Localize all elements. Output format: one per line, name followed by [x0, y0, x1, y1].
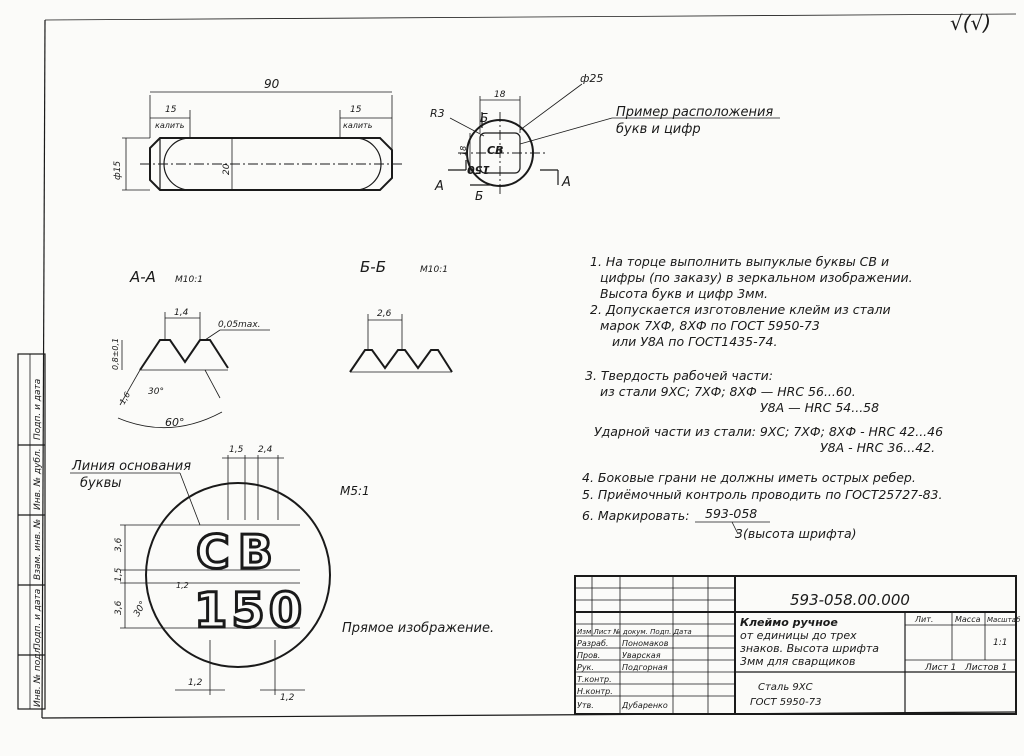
name-1: Пономаков — [622, 639, 669, 648]
note-2-line-1: 2. Допускается изготовление клейм из стали — [590, 302, 891, 317]
label-right-harden: калить — [343, 121, 373, 130]
material-2: ГОСТ 5950-73 — [750, 697, 822, 708]
dim-aa-top: 1,4 — [174, 308, 189, 318]
name-2: Уварская — [622, 651, 661, 660]
role-6: Утв. — [577, 701, 594, 710]
sheet-count: Листов 1 — [965, 663, 1008, 673]
label-left-harden: калить — [155, 121, 185, 130]
col-lit: Лит. — [915, 615, 934, 624]
note-5: 5. Приёмочный контроль проводить по ГОСТ25727-83. — [582, 487, 943, 502]
straight-image-label: Прямое изображение. — [342, 621, 495, 636]
dim-diameter-15: ф15 — [113, 160, 123, 180]
note-3-line-4: Ударной части из стали: 9ХС; 7ХФ; 8ХФ - HRC 42...46 — [594, 424, 944, 439]
note-6-prefix: 6. Маркировать: — [582, 508, 690, 523]
side-stamp-3: Взам. инв. № — [33, 518, 43, 580]
note-6-code: 593-058 — [705, 506, 758, 521]
side-stamp-4: Подп. и дата — [33, 588, 43, 650]
dim-aa-angle-small: 30° — [148, 387, 164, 397]
title-block — [575, 576, 1021, 714]
role-1: Разраб. — [577, 639, 609, 648]
note-1-line-2: цифры (по заказу) в зеркальном изображении. — [600, 270, 913, 285]
dim-detail-left-2: 1,5 — [114, 567, 124, 582]
designation: 593-058.00.000 — [790, 591, 910, 609]
dim-outer-diameter: ф25 — [580, 72, 604, 85]
dim-left-15: 15 — [165, 105, 177, 115]
dim-aa-height: 0,8±0,1 — [111, 337, 120, 370]
dim-radius: R3 — [430, 107, 445, 120]
detail-letters: СВ — [196, 525, 281, 579]
col-mass: Масса — [955, 615, 981, 624]
dim-detail-top-2: 2,4 — [258, 445, 273, 455]
section-mark-a-right: А — [562, 175, 571, 190]
dim-overall-length: 90 — [264, 77, 280, 91]
section-mark-b-bottom: Б — [475, 189, 484, 203]
baseline-label-2: буквы — [80, 476, 122, 491]
note-2-line-2: марок 7ХФ, 8ХФ по ГОСТ 5950-73 — [600, 318, 820, 333]
dim-aa-angle-large: 60° — [165, 416, 185, 429]
note-1-line-1: 1. На торце выполнить выпуклые буквы СВ и — [590, 254, 890, 269]
name-6: Дубаренко — [622, 701, 668, 710]
name-line-2: от единицы до трех — [740, 629, 857, 642]
detail-scale: М5:1 — [340, 484, 370, 498]
role-5: Н.контр. — [577, 687, 613, 696]
roughness-symbol: √(√) — [950, 11, 992, 35]
section-aa-scale: М10:1 — [175, 275, 203, 285]
section-bb-title: Б-Б — [360, 258, 386, 276]
dim-width-20: 20 — [222, 163, 232, 175]
note-4: 4. Боковые грани не должны иметь острых ребер. — [582, 470, 916, 485]
dim-detail-chamfer: 1,2 — [176, 581, 189, 590]
note-6-sub: 3(высота шрифта) — [735, 526, 857, 541]
note-3-line-3: У8А — HRC 54...58 — [760, 400, 880, 415]
side-stamp-5: Инв. № подл. — [33, 644, 43, 707]
sheet-no: Лист 1 — [925, 663, 957, 673]
note-3-line-2: из стали 9ХС; 7ХФ; 8ХФ — HRC 56...60. — [600, 384, 856, 399]
section-bb — [350, 258, 452, 372]
note-3-line-5: У8А - HRC 36...42. — [820, 440, 936, 455]
name-3: Подгорная — [622, 663, 668, 672]
detail-digits: 150 — [194, 583, 307, 639]
side-stamp-1: Подп. и дата — [33, 378, 43, 440]
role-4: Т.контр. — [577, 675, 612, 684]
name-line-1: Клеймо ручное — [740, 616, 838, 629]
section-mark-a-left: А — [435, 179, 444, 194]
header-row: Изм Лист № докум. Подп. Дата — [577, 628, 692, 636]
end-letters: СВ — [487, 144, 504, 157]
note-3-line-1: 3. Твердость рабочей части: — [585, 368, 773, 383]
note-2-line-3: или У8А по ГОСТ1435-74. — [612, 334, 778, 349]
dim-right-15: 15 — [350, 105, 362, 115]
dim-end-width: 18 — [494, 90, 506, 100]
punch-end-view — [430, 72, 780, 203]
name-line-3: знаков. Высота шрифта — [740, 642, 880, 655]
dim-end-height: 18 — [459, 145, 468, 156]
end-digits: 150 — [467, 163, 490, 176]
dim-detail-angle: 30° — [132, 599, 149, 619]
punch-side-view — [113, 77, 405, 190]
section-aa — [111, 268, 270, 429]
note-1-line-3: Высота букв и цифр 3мм. — [600, 286, 768, 301]
material-1: Сталь 9ХС — [758, 682, 813, 693]
section-mark-b-top: Б — [480, 111, 489, 125]
role-2: Пров. — [577, 651, 601, 660]
role-3: Рук. — [577, 663, 594, 672]
technical-notes — [582, 254, 943, 541]
name-line-4: 3мм для сварщиков — [740, 655, 856, 668]
dim-detail-left-3: 3,6 — [114, 600, 124, 615]
example-label-2: букв и цифр — [616, 122, 701, 137]
example-label-1: Пример расположения — [616, 105, 774, 120]
dim-detail-top-1: 1,5 — [229, 445, 244, 455]
detail-view — [70, 445, 494, 703]
dim-detail-bottom-left: 1,2 — [188, 678, 203, 688]
dim-detail-bottom-right: 1,2 — [280, 693, 295, 703]
dim-detail-left-1: 3,6 — [114, 537, 124, 552]
baseline-label-1: Линия основания — [72, 459, 192, 474]
section-bb-scale: М10:1 — [420, 265, 448, 275]
col-scale: Масштаб — [987, 616, 1021, 624]
dim-aa-side: 1,6 — [117, 390, 133, 406]
side-stamp — [18, 354, 45, 709]
section-aa-title: А-А — [130, 268, 156, 286]
dim-bb-pitch: 2,6 — [377, 309, 392, 319]
side-stamp-2: Инв. № дубл. — [33, 448, 43, 510]
dim-aa-tip: 0,05max. — [218, 320, 261, 330]
scale-value: 1:1 — [993, 638, 1008, 648]
